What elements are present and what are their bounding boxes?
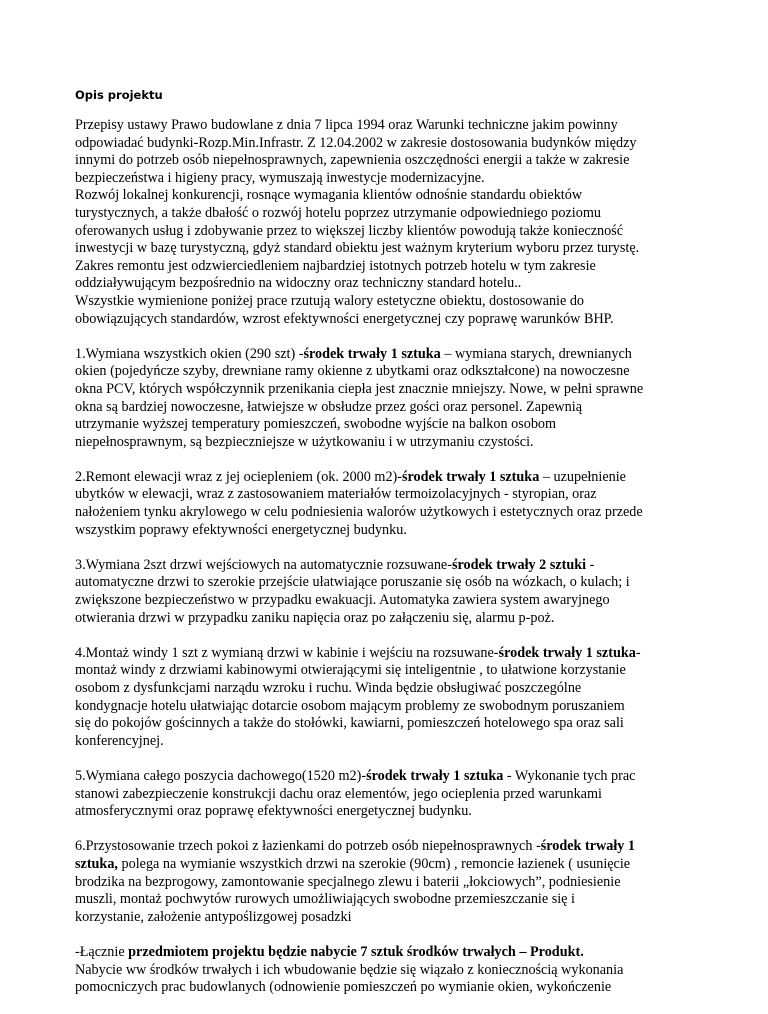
item-line [75, 346, 735, 364]
text-run: 3.Wymiana 2szt drzwi wejściowych na automatycznie rozsuwane- [75, 556, 452, 573]
text-run: nałożeniem tynku akrylowego w celu podniesienia walorów użytkowych i estetycznych oraz przede [75, 504, 643, 521]
text-run: polega na wymianie wszystkich drzwi na szerokie (90cm) , remoncie łazienek ( usunięcie [117, 855, 631, 872]
text-run: 1.Wymiana wszystkich okien (290 szt) - [75, 345, 304, 362]
text-run: otwierania drzwi w przypadku zaniku napięcia oraz po załączeniu się, alarmu p-poż. [75, 609, 555, 626]
text-run: Nabycie ww środków trwałych i ich wbudowanie będzie się wiązało z koniecznością wykonania [75, 961, 624, 978]
intro-line: Zakres remontu jest odzwierciedleniem najbardziej istotnych potrzeb hotelu w tym zakresie [75, 257, 596, 274]
text-run: -Łącznie [75, 943, 129, 960]
intro-line: inwestycji w bazę turystyczną, gdyż standard obiektu jest ważnym kryterium wyboru przez turystę. [75, 240, 640, 257]
item-line [75, 434, 735, 452]
intro-paragraph [75, 117, 735, 328]
intro-line: odpowiadać budynki-Rozp.Min.Infrastr. Z 12.04.2002 w zakresie dostosowania budynków między [75, 134, 637, 151]
item-line [75, 891, 735, 909]
item-line [75, 733, 735, 751]
text-run: korzystanie, założenie antypoślizgowej posadzki [75, 908, 352, 925]
text-run: okna są bardziej nowoczesne, łatwiejsze w obsłudze przez gości oraz personel. Zapewnią [75, 398, 582, 415]
bold-run: środek trwały 1 sztuka [366, 767, 504, 784]
item-line [75, 909, 735, 927]
text-run: konferencyjnej. [75, 732, 164, 749]
text-run: stanowi zabezpieczenie konstrukcji dachu oraz elementów, jego ocieplenia przed warunkami [75, 785, 602, 802]
document-page [75, 88, 735, 1014]
bold-run: środek trwały 1 sztuka [498, 644, 636, 661]
text-run: zwiększone bezpieczeństwo w przypadku ewakuacji. Automatyka zawiera system awaryjnego [75, 592, 610, 609]
intro-line: oddziaływującym bezpośrednio na widoczny oraz techniczny standard hotelu.. [75, 275, 522, 292]
text-run: utrzymanie wyższej temperatury pomieszczeń, swobodne wyjście na balkon osobom [75, 416, 557, 433]
item-line [75, 680, 735, 698]
text-run: osobom z dysfunkcjami narządu wzroku i ruchu. Winda będzie obsługiwać poszczególne [75, 680, 582, 696]
item-line [75, 874, 735, 892]
item-paragraph [75, 944, 735, 997]
bold-run: środek trwały 2 sztuki [451, 556, 587, 573]
item-paragraph [75, 346, 735, 452]
item-line [75, 381, 735, 399]
items-list [75, 346, 735, 997]
item-paragraph [75, 469, 735, 539]
intro-line: obowiązujących standardów, wzrost efektywności energetycznej czy poprawę warunków BHP. [75, 310, 614, 327]
document-heading: Opis projektu [75, 88, 163, 102]
text-run: wszystkim poprawy efektywności energetycznej budynku. [75, 521, 407, 538]
intro-line: turystycznych, a także dbałość o rozwój hotelu poprzez utrzymanie odpowiedniego poziomu [75, 204, 601, 221]
bold-run: sztuka, [75, 855, 118, 872]
intro-line: Przepisy ustawy Prawo budowlane z dnia 7 lipca 1994 oraz Warunki techniczne jakim powinny [75, 117, 618, 133]
text-run: automatyczne drzwi to szerokie przejście ułatwiające poruszanie się osób na wózkach, o kulach; i [75, 574, 630, 591]
item-line [75, 962, 735, 980]
text-run: niepełnosprawnym, są bezpieczniejsze w użytkowaniu i w utrzymaniu czystości. [75, 433, 534, 450]
text-run: – wymiana starych, drewnianych [440, 345, 632, 362]
bold-run: środek trwały 1 [540, 838, 636, 855]
intro-line: oferowanych usług i zdobywanie przez to większej liczby klientów powodują także konieczność [75, 222, 623, 239]
item-line [75, 645, 735, 663]
intro-line: bezpieczeństwa i higieny pracy, wymuszają inwestycje modernizacyjne. [75, 169, 485, 186]
item-line [75, 399, 735, 417]
text-run: - [635, 644, 641, 661]
item-line [75, 574, 735, 592]
text-run: – uzupełnienie [539, 468, 626, 485]
text-run: montaż windy z drzwiami kabinowymi otwierającymi się inteligentnie , to ułatwione korzystanie [75, 662, 626, 679]
item-line [75, 803, 735, 821]
item-line [75, 522, 735, 540]
text-run: muszli, montaż pochwytów rurowych umożliwiających swobodne przemieszczanie się i [75, 891, 575, 908]
item-line [75, 944, 735, 962]
intro-line: innymi do potrzeb osób niepełnosprawnych, zapewnienia oszczędności energii a także w zakresie [75, 152, 630, 169]
item-line [75, 592, 735, 610]
bold-run: przedmiotem projektu będzie nabycie 7 sztuk środków trwałych – Produkt. [128, 943, 584, 960]
item-line [75, 610, 735, 628]
item-line [75, 504, 735, 522]
item-paragraph [75, 768, 735, 821]
text-run: się do pokojów gościnnych a także do stołówki, kawiarni, pomieszczeń hotelowego spa oraz sali [75, 715, 624, 732]
bold-run: środek trwały 1 sztuka [402, 468, 540, 485]
item-line [75, 469, 735, 487]
item-paragraph [75, 838, 735, 926]
text-run: pomocniczych prac budowlanych (odnowienie pomieszczeń po wymianie okien, wykończenie [75, 979, 612, 996]
text-run: brodzika na bezprogowy, zamontowanie specjalnego zlewu i baterii „łokciowych”, podniesienie [75, 873, 621, 890]
item-line [75, 662, 735, 680]
item-line [75, 786, 735, 804]
item-line [75, 416, 735, 434]
intro-line: Wszystkie wymienione poniżej prace rzutują walory estetyczne obiektu, dostosowanie do [75, 292, 585, 309]
text-run: okna PCV, których współczynnik przenikania ciepła jest znacznie mniejszy. Nowe, w pełni sprawne [75, 380, 644, 397]
item-line [75, 363, 735, 381]
text-run: 4.Montaż windy 1 szt z wymianą drzwi w kabinie i wejściu na rozsuwane- [75, 644, 499, 661]
text-run: 2.Remont elewacji wraz z jej ociepleniem (ok. 2000 m2)- [75, 468, 402, 485]
item-line [75, 698, 735, 716]
item-line [75, 768, 735, 786]
intro-line: Rozwój lokalnej konkurencji, rosnące wymagania klientów odnośnie standardu obiektów [75, 187, 583, 204]
item-paragraph [75, 645, 735, 751]
item-line [75, 838, 735, 856]
item-line [75, 979, 735, 997]
item-line [75, 557, 735, 575]
text-run: 5.Wymiana całego poszycia dachowego(1520 m2)- [75, 767, 367, 784]
text-run: 6.Przystosowanie trzech pokoi z łazienkami do potrzeb osób niepełnosprawnych - [75, 838, 541, 855]
text-run: - [586, 556, 595, 573]
item-line [75, 486, 735, 504]
text-run: ubytków w elewacji, wraz z zastosowaniem materiałów termoizolacyjnych - styropian, oraz [75, 486, 597, 503]
item-line [75, 715, 735, 733]
text-run: - Wykonanie tych prac [503, 767, 636, 784]
text-run: atmosferycznymi oraz poprawę efektywności energetycznej budynku. [75, 803, 472, 820]
text-run: kondygnacje hotelu ułatwiając dotarcie osobom mającym problemy ze swobodnym poruszaniem [75, 697, 625, 714]
bold-run: środek trwały 1 sztuka [303, 345, 441, 362]
text-run: okien (pojedyńcze szyby, drewniane ramy okienne z ubytkami oraz odkształcone) na nowoczesne [75, 363, 630, 380]
item-paragraph [75, 557, 735, 627]
item-line [75, 856, 735, 874]
